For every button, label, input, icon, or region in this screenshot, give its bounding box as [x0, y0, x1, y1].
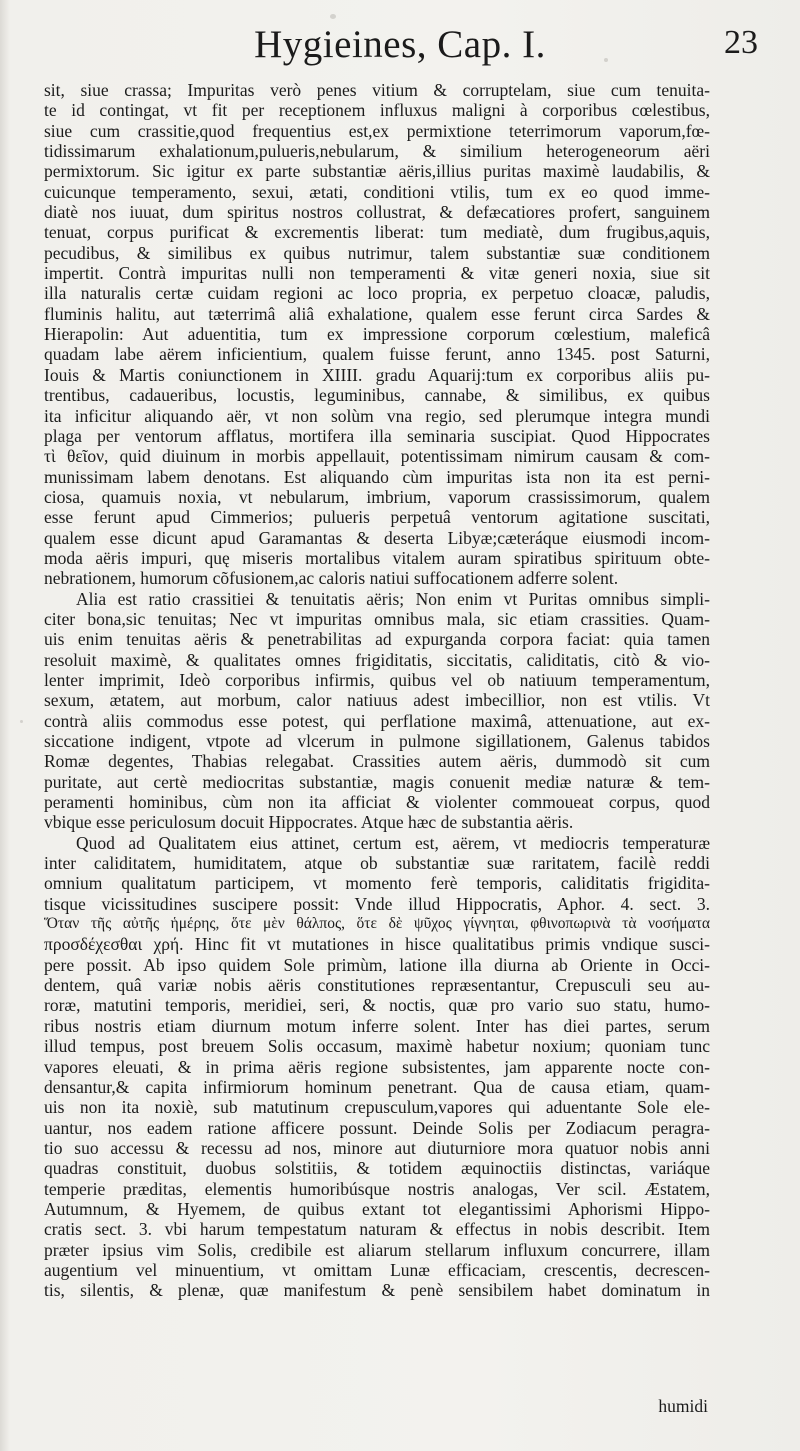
text-line: tisque vicissitudines suscipere possit: Vnde illud Hippocratis, Aphor. 4. sect. 3. — [44, 893, 710, 914]
text-line: citer bona,sic tenuitas; Nec vt impuritas omnibus mala, sic etiam crassities. Quam- — [44, 608, 710, 629]
text-line: Romæ degentes, Thabias relegabat. Crassities autem aëris, dummodò sit cum — [44, 751, 710, 772]
text-line: permixtorum. Sic igitur ex parte substantiæ aëris,illius puritas maximè laudabilis, & — [44, 161, 710, 182]
text-line: densantur,& capita infirmiorum hominum penetrant. Qua de causa etiam, quam- — [44, 1076, 710, 1097]
text-line: inter caliditatem, humiditatem, atque ob substantiæ suæ raritatem, facilè reddi — [44, 853, 710, 874]
text-line: vbique esse periculosum docuit Hippocrates. Atque hæc de substantia aëris. — [44, 812, 574, 833]
text-line: ribus nostris etiam diurnum motum inferre solent. Inter has diei partes, serum — [44, 1015, 710, 1036]
text-line: lenter imprimit, Ideò corporibus infirmis, quibus vel ob natiuum temperamentum, — [44, 669, 710, 690]
text-line: qualem esse dicunt apud Garamantas & deserta Libyæ;cæteráque eiusmodi incom- — [44, 527, 710, 548]
text-line: ciosa, quamuis noxia, vt nebularum, imbrium, vaporum crassissimorum, qualem — [44, 486, 710, 507]
paper-speck — [604, 58, 608, 62]
text-line: nebrationem, humorum cõfusionem,ac caloris natiui suffocationem adferre solent. — [44, 568, 619, 589]
text-line: illud tempus, post breuem Solis occasum, maximè habetur noxium; quoniam tunc — [44, 1036, 710, 1057]
text-line: dentem, quâ variæ nobis aëris constitutiones repræsentantur, Crepusculi seu au- — [44, 975, 710, 996]
text-line: sexum, ætatem, aut morbum, calor natiuus adest imbecillior, non est vtilis. Vt — [44, 690, 710, 711]
body-text — [44, 80, 710, 1301]
text-line: puritate, aut certè mediocritas substantiæ, magis conuenit mediæ naturæ & tem- — [44, 771, 710, 792]
text-line: uis non ita noxiè, sub matutinum crepusculum,vapores qui aduentante Sole ele- — [44, 1097, 710, 1118]
text-line: tio suo accessu & recessu ad nos, minore aut diuturniore mora quatuor nobis anni — [44, 1137, 710, 1158]
text-line: omnium qualitatum participem, vt momento ferè temporis, caliditatis frigidita- — [44, 873, 710, 894]
text-line: augentium vel minuentium, vt omittam Lunæ efficaciam, crescentis, decrescen- — [44, 1259, 710, 1280]
text-line: cuicunque temperamento, sexui, ætati, conditioni vtilis, tum ex eo quod imme- — [44, 181, 710, 202]
running-title: Hygieines, Cap. I. — [254, 23, 546, 66]
text-line: peramenti hominibus, cùm non ita afficiat & violenter commoueat corpus, quod — [44, 792, 710, 813]
text-line: προσδέχεσθαι χρή. Hinc fit vt mutationes in hisce qualitatibus primis vndique susci- — [44, 934, 710, 955]
text-line: esse ferunt apud Cimmerios; pulueris perpetuâ ventorum agitatione suscitati, — [44, 507, 710, 528]
text-line: siccatione indigent, vtpote ad vlcerum in pulmone sigillationem, Galenus tabidos — [44, 731, 710, 751]
text-line: impertit. Contrà impuritas nulli non temperamenti & vitæ generi noxia, siue sit — [44, 263, 710, 284]
text-line: Autumnum, & Hyemem, de quibus extant tot elegantissimi Aphorismi Hippo- — [44, 1198, 710, 1219]
text-line: diatè nos iuuat, dum spiritus nostros collustrat, & defæcatiores profert, sanguinem — [44, 202, 710, 223]
text-line: Ὅταν τῆς αὐτῆς ἡμέρης, ὅτε μὲν θάλπος, ὅτε δὲ ψῦχος γίγνηται, φθινοπωρινὰ τὰ νοσήματα — [44, 915, 710, 933]
text-line: te id contingat, vt fit per receptionem influxus maligni à corporibus cœlestibus, — [44, 100, 710, 121]
text-line: Iouis & Martis coniunctionem in XIIII. gradu Aquarij:tum ex corporibus aliis pu- — [44, 364, 710, 385]
text-line: temperie præditas, elementis humoribúsque nostris analogas, Ver scil. Æstatem, — [44, 1178, 710, 1199]
text-line: quadam labe aërem inficientium, qualem fuisse ferunt, anno 1345. post Saturni, — [44, 344, 710, 365]
text-line: Hierapolin: Aut aduentitia, tum ex impressione corporum cœlestium, maleficâ — [44, 324, 710, 345]
text-line: fluminis halitu, aut tæterrimâ aliâ exhalatione, qualem esse ferunt circa Sardes & — [44, 303, 710, 324]
text-line: plaga per ventorum afflatus, mortifera illa seminaria suscipiat. Quod Hippocrates — [44, 425, 710, 446]
text-line: tis, silentis, & plenæ, quæ manifestum & penè sensibilem habet dominatum in — [44, 1280, 710, 1301]
text-line: præter ipsius vim Solis, credibile est aliarum stellarum influxum concurrere, illam — [44, 1239, 710, 1260]
text-line: Alia est ratio crassitiei & tenuitatis aëris; Non enim vt Puritas omnibus simpli- — [76, 588, 710, 609]
text-line: contrà aliis commodus esse potest, qui perflatione maximâ, attenuatione, aut ex- — [44, 710, 710, 731]
text-line: pecudibus, & similibus ex quibus nutrimur, talem substantiæ suæ conditionem — [44, 242, 710, 263]
paper-speck — [20, 720, 23, 723]
text-line: uis enim tenuitas aëris & penetrabilitas ad expurganda corpora faciat: quia tamen — [44, 629, 710, 650]
text-line: ita inficitur aliquando aër, vt non solùm vna regio, sed plerumque integra mundi — [44, 405, 710, 426]
text-line: moda aëris impuri, quę miseris mortalibus vitalem auram spiratibus spirituum obte- — [44, 547, 710, 568]
paper-speck — [330, 14, 336, 19]
page-header — [0, 22, 800, 72]
text-line: tidissimarum exhalationum,pulueris,nebularum, & similium heterogeneorum aëri — [44, 141, 710, 162]
text-line: cratis sect. 3. vbi harum tempestatum naturam & effectus in nobis describit. Item — [44, 1219, 710, 1240]
text-line: resoluit maximè, & qualitates omnes frigiditatis, siccitatis, caliditatis, citò & vio- — [44, 649, 710, 670]
text-line: siue cum crassitie,quod frequentius est,ex permixtione teterrimorum vaporum,fœ- — [44, 120, 710, 141]
text-line: Quod ad Qualitatem eius attinet, certum est, aërem, vt mediocris temperaturæ — [76, 832, 710, 853]
text-line: trentibus, cadaueribus, locustis, leguminibus, cannabe, & similibus, ex quibus — [44, 385, 710, 406]
text-line: roræ, matutini temporis, meridiei, seri, & noctis, quæ pro vario suo statu, humo- — [44, 995, 710, 1016]
text-line: sit, siue crassa; Impuritas verò penes vitium & corruptelam, siue cum tenuita- — [44, 80, 710, 100]
page-number: 23 — [724, 24, 758, 61]
text-line: tenuat, corpus purificat & excrementis liberat: tum mediatè, dum frugibus,aquis, — [44, 222, 710, 243]
text-line: uantur, nos eadem ratione afficere possunt. Deinde Solis per Zodiacum peragra- — [44, 1117, 710, 1138]
text-line: illa naturalis certæ cuidam regioni ac loco propria, ex perpetuo cloacæ, paludis, — [44, 283, 710, 304]
text-line: munissimam labem denotans. Est aliquando cùm impuritas ista non ita est perni- — [44, 466, 710, 487]
text-line: vapores eleuati, & in prima aëris regione subsistentes, jam apparente nocte con- — [44, 1056, 710, 1077]
text-line: τὶ θεῖον, quid diuinum in morbis appellauit, potentissimam nimirum causam & com- — [44, 446, 710, 467]
catchword: humidi — [658, 1396, 708, 1416]
text-line: pere possit. Ab ipso quidem Sole primùm, latione illa diurna ab Oriente in Occi- — [44, 954, 710, 975]
text-line: quadras constituit, duobus solstitiis, & totidem æquinoctiis distinctas, variáque — [44, 1158, 710, 1179]
